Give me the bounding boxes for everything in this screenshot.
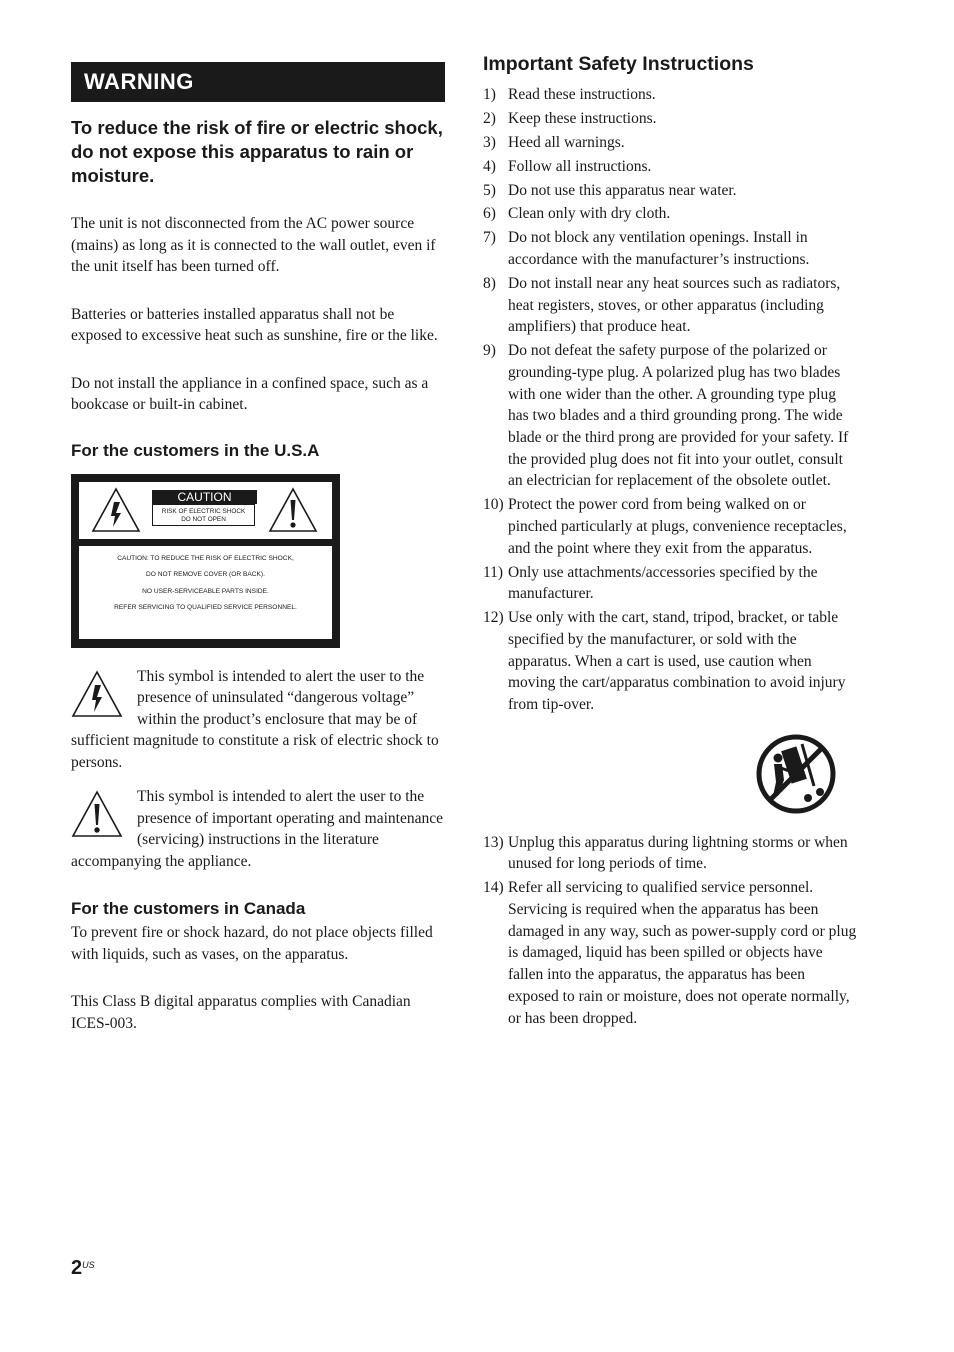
canada-paragraph-fire: To prevent fire or shock hazard, do not place objects filled with liquids, such as vases, on the apparatus. — [71, 924, 433, 963]
safety-instruction-item — [483, 877, 858, 1029]
lightning-triangle-icon — [71, 670, 123, 718]
symbol-lightning-text: This symbol is intended to alert the user to the presence of uninsulated “dangerous voltage” within the product’s enclosure that may be of sufficient magnitude to constitute a risk of electric shock to persons. — [71, 667, 439, 771]
caution-sub-line2: DO NOT OPEN — [181, 515, 226, 523]
safety-instruction-number: 11) — [483, 563, 504, 581]
safety-instruction-text: Follow all instructions. — [508, 157, 652, 175]
paragraph-install: Do not install the appliance in a confined space, such as a bookcase or built-in cabinet. — [71, 374, 429, 413]
caution-label-image — [71, 474, 340, 648]
exclamation-triangle-icon — [71, 790, 123, 838]
usa-heading: For the customers in the U.S.A — [71, 440, 320, 460]
safety-instruction-number: 9) — [483, 342, 496, 360]
safety-instruction-number: 12) — [483, 609, 504, 627]
lightning-triangle-icon — [91, 487, 141, 533]
safety-instruction-text: Only use attachments/accessories specified by the manufacturer. — [508, 563, 818, 603]
caution-line: NO USER-SERVICEABLE PARTS INSIDE. — [142, 587, 269, 595]
safety-instruction-text: Do not install near any heat sources such as radiators, heat registers, stoves, or other apparatus (including amplifiers) that produce heat. — [508, 274, 841, 336]
safety-instruction-text: Refer all servicing to qualified service personnel. Servicing is required when the apparatus has been damaged in any way, such as power-supply cord or plug is damaged, liquid has been spilled or objects have fallen into the apparatus, the apparatus has been exposed to rain or moisture, does not operate normally, or has been dropped. — [508, 879, 857, 1027]
safety-instruction-text: Heed all warnings. — [508, 133, 625, 151]
paragraph-power: The unit is not disconnected from the AC power source (mains) as long as it is connected to the wall outlet, even if the unit itself has been turned off. — [71, 215, 436, 275]
paragraph-batteries: Batteries or batteries installed apparatus shall not be exposed to excessive heat such as sunshine, fire or the like. — [71, 305, 438, 344]
safety-instruction-number: 6) — [483, 205, 496, 223]
safety-instruction-number: 3) — [483, 133, 496, 151]
safety-instruction-number: 13) — [483, 833, 504, 851]
safety-instruction-item — [483, 562, 858, 605]
safety-instruction-item — [483, 156, 858, 178]
safety-instruction-item — [483, 607, 858, 716]
safety-instruction-number: 14) — [483, 879, 504, 897]
safety-instruction-number: 7) — [483, 229, 496, 247]
safety-instruction-text: Read these instructions. — [508, 86, 656, 103]
safety-instruction-item — [483, 203, 858, 225]
safety-instruction-number: 1) — [483, 86, 496, 103]
caution-line: CAUTION: TO REDUCE THE RISK OF ELECTRIC SHOCK, — [117, 554, 294, 562]
safety-list-part2 — [483, 832, 858, 1030]
caution-line: DO NOT REMOVE COVER (OR BACK). — [146, 571, 265, 578]
page-number-value: 2 — [71, 1257, 83, 1279]
safety-instruction-item — [483, 832, 858, 875]
safety-instruction-text: Protect the power cord from being walked on or pinched particularly at plugs, convenience receptacles, and the point where they exit from the apparatus. — [508, 496, 847, 557]
safety-instruction-item — [483, 340, 858, 492]
page-number — [71, 1257, 95, 1280]
caution-title: CAUTION — [152, 490, 257, 504]
safety-heading: Important Safety Instructions — [483, 53, 754, 75]
safety-instruction-item — [483, 273, 858, 338]
symbol-exclamation-text: This symbol is intended to alert the user to the presence of important operating and maintenance (servicing) instructions in the literature accompanying the appliance. — [71, 788, 443, 870]
safety-instruction-number: 8) — [483, 274, 496, 292]
warning-headline: To reduce the risk of fire or electric shock, do not expose this apparatus to rain or moisture. — [71, 117, 443, 186]
safety-instruction-item — [483, 494, 858, 559]
safety-instruction-text: Do not use this apparatus near water. — [508, 181, 737, 199]
page-number-suffix: US — [82, 1260, 95, 1270]
safety-instruction-item — [483, 84, 858, 106]
safety-instruction-text: Unplug this apparatus during lightning storms or when unused for long periods of time. — [508, 833, 848, 873]
safety-instruction-number: 10) — [483, 496, 504, 514]
exclamation-triangle-icon — [268, 487, 318, 533]
safety-instruction-text: Clean only with dry cloth. — [508, 205, 671, 223]
safety-list-part1 — [483, 84, 858, 716]
safety-instruction-text: Do not defeat the safety purpose of the polarized or grounding-type plug. A polarized plug has two blades with one wider than the other. A grounding type plug has two blades and a third grounding prong. The wide blade or the third prong are provided for your safety. If the provided plug does not fit into your outlet, consult an electrician for replacement of the obsolete outlet. — [508, 342, 849, 490]
safety-instruction-item — [483, 108, 858, 130]
safety-instruction-number: 2) — [483, 109, 496, 127]
canada-paragraph-ices: This Class B digital apparatus complies with Canadian ICES-003. — [71, 993, 411, 1032]
symbol-exclamation-block — [71, 786, 445, 872]
caution-sub-line1: RISK OF ELECTRIC SHOCK — [161, 507, 246, 515]
caution-line: REFER SERVICING TO QUALIFIED SERVICE PERSONNEL. — [114, 604, 297, 611]
safety-instruction-item — [483, 132, 858, 154]
safety-instruction-number: 4) — [483, 157, 496, 175]
symbol-lightning-block — [71, 666, 445, 774]
left-column — [71, 62, 445, 1034]
canada-heading: For the customers in Canada — [71, 899, 306, 918]
safety-instruction-text: Use only with the cart, stand, tripod, bracket, or table specified by the manufacturer, or sold with the apparatus. When a cart is used, use caution when moving the cart/apparatus combination to avoid injury from tip-over. — [508, 609, 846, 714]
caution-subtitle — [152, 504, 255, 526]
caution-text-block — [79, 546, 332, 639]
safety-instruction-text: Keep these instructions. — [508, 109, 657, 127]
safety-instruction-number: 5) — [483, 181, 496, 199]
safety-instruction-text: Do not block any ventilation openings. Install in accordance with the manufacturer’s instructions. — [508, 229, 810, 269]
cart-tip-over-icon — [756, 734, 836, 814]
warning-title: WARNING — [71, 62, 445, 102]
safety-instruction-item — [483, 227, 858, 270]
safety-instruction-item — [483, 180, 858, 202]
right-column — [483, 52, 858, 1031]
